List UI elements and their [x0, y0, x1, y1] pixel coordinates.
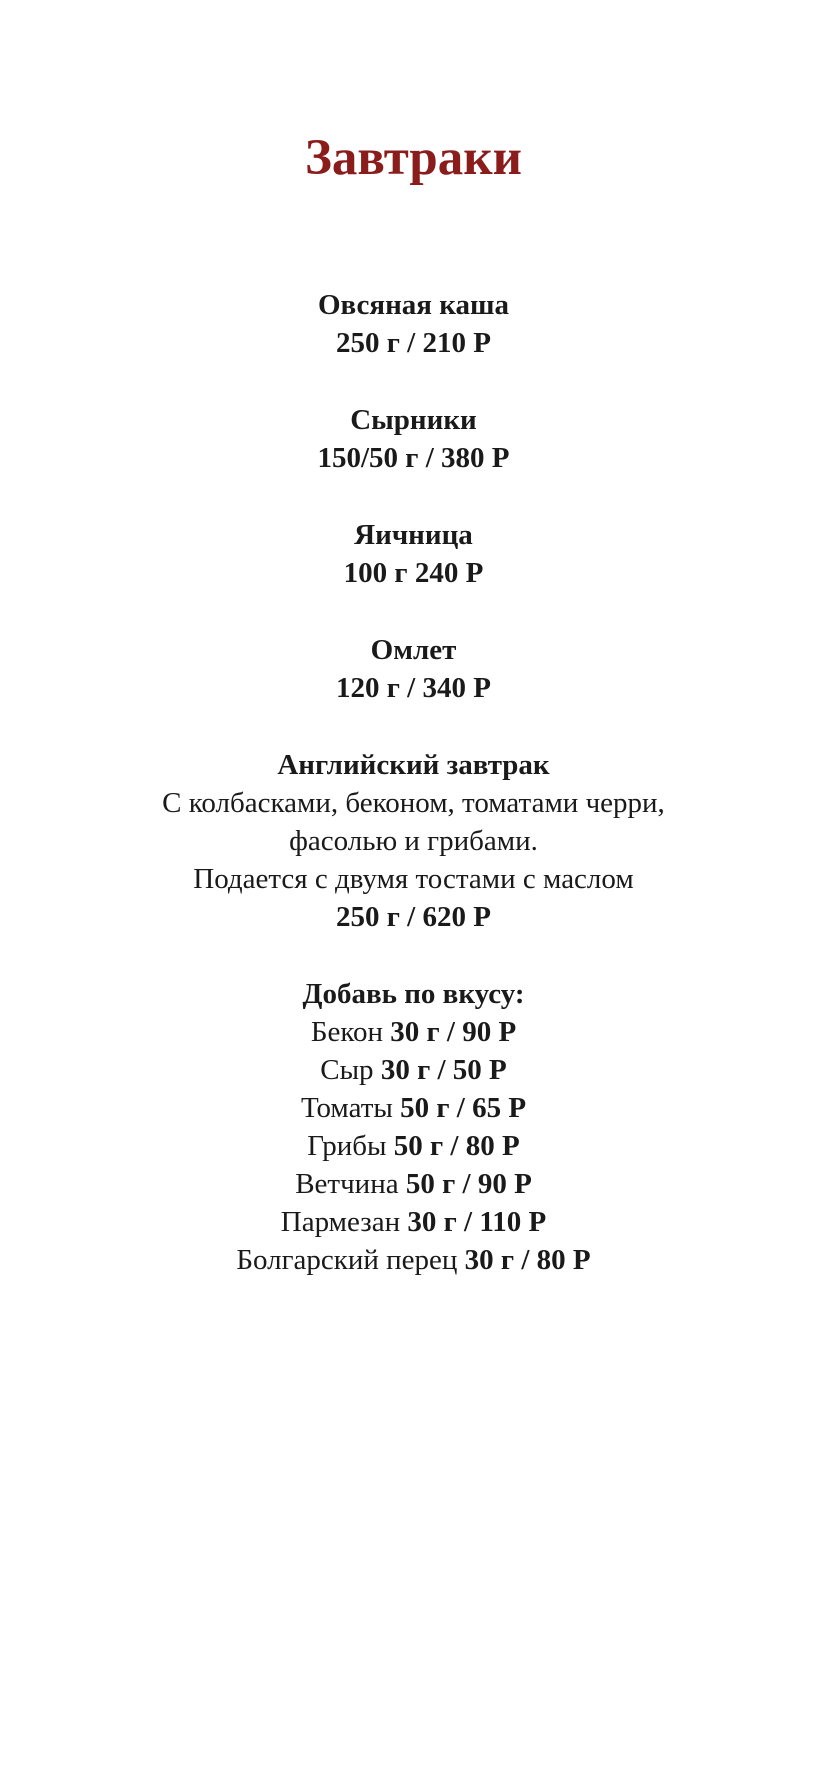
addon-name: Пармезан [280, 1206, 401, 1238]
addon-price: 50 г / 90 Р [405, 1168, 532, 1200]
item-price: 250 г / 620 Р [336, 901, 491, 933]
addons-section [0, 975, 827, 1279]
addon-name: Болгарский перец [236, 1244, 458, 1276]
item-price: 120 г / 340 Р [336, 672, 491, 704]
item-name: Сырники [350, 404, 477, 436]
addon-name: Сыр [320, 1054, 374, 1086]
item-price: 150/50 г / 380 Р [317, 442, 510, 474]
item-name: Омлет [370, 634, 457, 666]
addon-price: 30 г / 110 Р [407, 1206, 547, 1238]
menu-list [0, 286, 827, 1279]
addon-item [0, 1165, 827, 1203]
addon-name: Бекон [310, 1016, 383, 1048]
addon-item [0, 1089, 827, 1127]
item-name: Овсяная каша [317, 289, 510, 321]
item-description: Подается с двумя тостами с маслом [193, 863, 634, 895]
addon-price: 30 г / 80 Р [464, 1244, 591, 1276]
item-description: фасолью и грибами. [289, 825, 538, 857]
addon-price: 50 г / 80 Р [393, 1130, 520, 1162]
addon-item [0, 1013, 827, 1051]
addons-title: Добавь по вкусу: [302, 978, 525, 1010]
item-price: 250 г / 210 Р [336, 327, 491, 359]
page-title: Завтраки [305, 130, 522, 186]
addon-name: Томаты [300, 1092, 393, 1124]
addon-name: Ветчина [295, 1168, 399, 1200]
addon-price: 30 г / 90 Р [390, 1016, 517, 1048]
addon-item [0, 1241, 827, 1279]
addon-name: Грибы [307, 1130, 387, 1162]
menu-item-syrniki [0, 401, 827, 477]
item-description: С колбасками, беконом, томатами черри, [162, 787, 665, 819]
menu-item-omelette [0, 631, 827, 707]
menu-item-oatmeal [0, 286, 827, 362]
addon-price: 30 г / 50 Р [380, 1054, 507, 1086]
item-name: Английский завтрак [277, 749, 550, 781]
addon-item [0, 1127, 827, 1165]
addon-price: 50 г / 65 Р [400, 1092, 527, 1124]
addon-item [0, 1203, 827, 1241]
menu-item-fried-eggs [0, 516, 827, 592]
item-name: Яичница [354, 519, 473, 551]
addon-item [0, 1051, 827, 1089]
item-price: 100 г 240 Р [343, 557, 484, 589]
menu-item-english-breakfast [0, 746, 827, 936]
